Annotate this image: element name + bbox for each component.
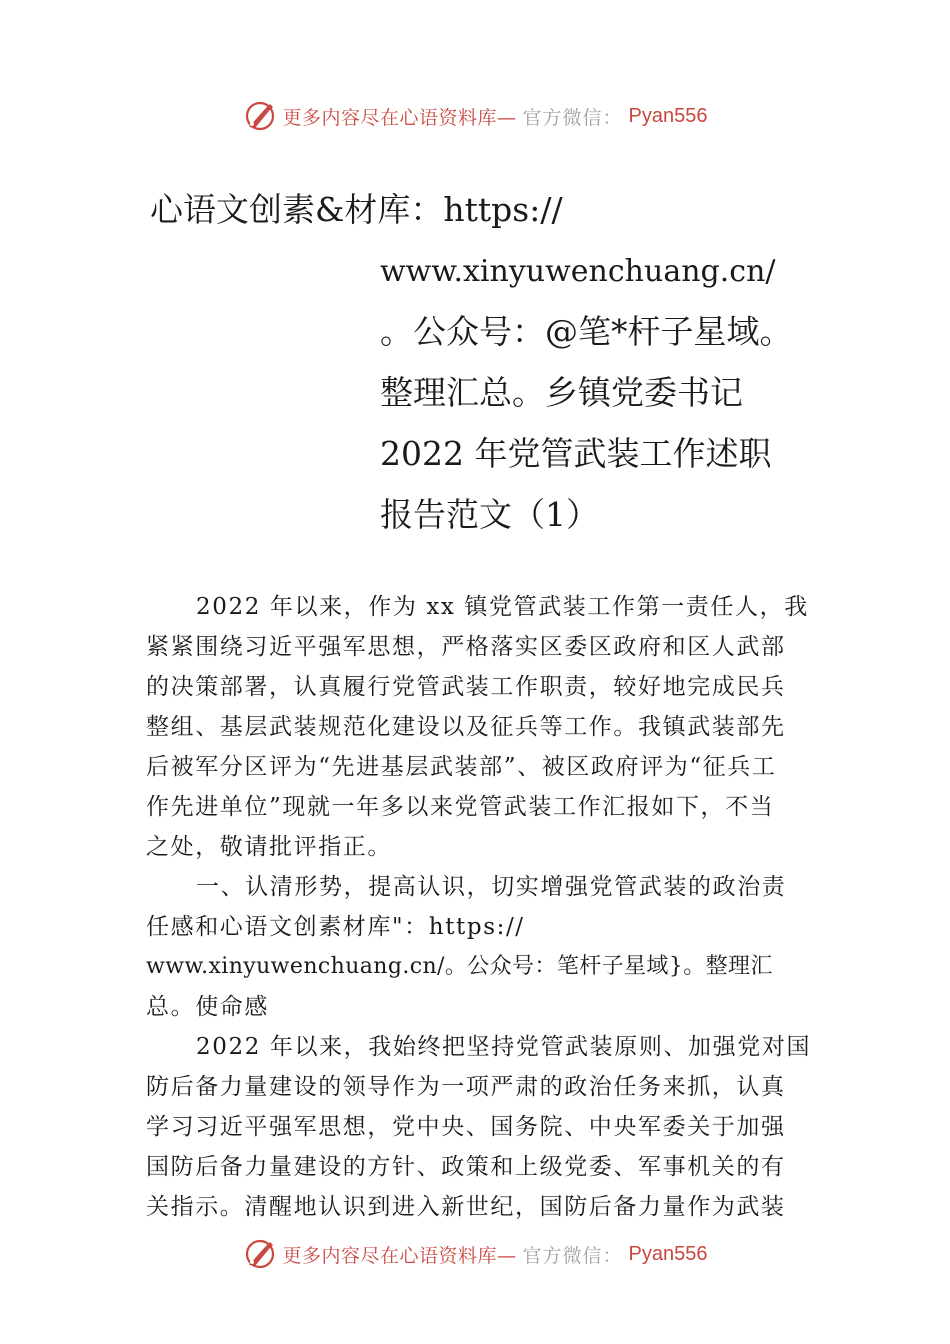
body-line: 整组、基层武装规范化建设以及征兵等工作。我镇武装部先 <box>146 714 786 740</box>
body-line: 2022 年以来，我始终把坚持党管武装原则、加强党对国 <box>196 1034 812 1060</box>
body-line: 任感和心语文创素材库"：https:// <box>146 914 525 940</box>
body-line: 作先进单位”现就一年多以来党管武装工作汇报如下，不当 <box>146 794 775 820</box>
footer-banner <box>0 1234 950 1274</box>
banner-wechat-label: 官方微信： <box>522 106 623 129</box>
banner-wechat-id: Pyan556 <box>628 104 708 127</box>
body-line: 防后备力量建设的领导作为一项严肃的政治任务来抓，认真 <box>146 1074 786 1100</box>
title-line: 心语文创素&材库：https:// <box>150 190 563 229</box>
banner-main-text: 更多内容尽在心语资料库— <box>282 106 517 129</box>
title-line: 整理汇总。乡镇党委书记 <box>380 373 743 412</box>
title-line: 2022 年党管武装工作述职 <box>380 434 772 473</box>
title-line: www.xinyuwenchuang.cn/ <box>380 254 776 289</box>
body-line: 国防后备力量建设的方针、政策和上级党委、军事机关的有 <box>146 1154 786 1180</box>
pen-logo-icon <box>243 1237 277 1271</box>
banner-wechat-id: Pyan556 <box>628 1242 708 1265</box>
title-line: 报告范文（1） <box>380 495 599 534</box>
body-line: www.xinyuwenchuang.cn/。公众号：笔杆子星域}。整理汇 <box>146 954 773 979</box>
body-line: 2022 年以来，作为 xx 镇党管武装工作第一责任人，我 <box>196 594 809 620</box>
pen-logo-icon <box>243 99 277 133</box>
section-heading: 一、认清形势，提高认识，切实增强党管武装的政治责 <box>196 874 787 900</box>
header-banner <box>0 96 950 136</box>
title-line: 。公众号：@笔*杆子星域。 <box>380 312 793 351</box>
body-line: 紧紧围绕习近平强军思想，严格落实区委区政府和区人武部 <box>146 634 786 660</box>
banner-wechat-label: 官方微信： <box>522 1244 623 1267</box>
body-line: 总。使命感 <box>146 994 269 1020</box>
body-line: 学习习近平强军思想，党中央、国务院、中央军委关于加强 <box>146 1114 786 1140</box>
body-line: 关指示。清醒地认识到进入新世纪，国防后备力量作为武装 <box>146 1194 786 1220</box>
body-line: 的决策部署，认真履行党管武装工作职责，较好地完成民兵 <box>146 674 786 700</box>
body-line: 后被军分区评为“先进基层武装部”、被区政府评为“征兵工 <box>146 754 777 780</box>
banner-main-text: 更多内容尽在心语资料库— <box>282 1244 517 1267</box>
body-line: 之处，敬请批评指正。 <box>146 834 392 860</box>
